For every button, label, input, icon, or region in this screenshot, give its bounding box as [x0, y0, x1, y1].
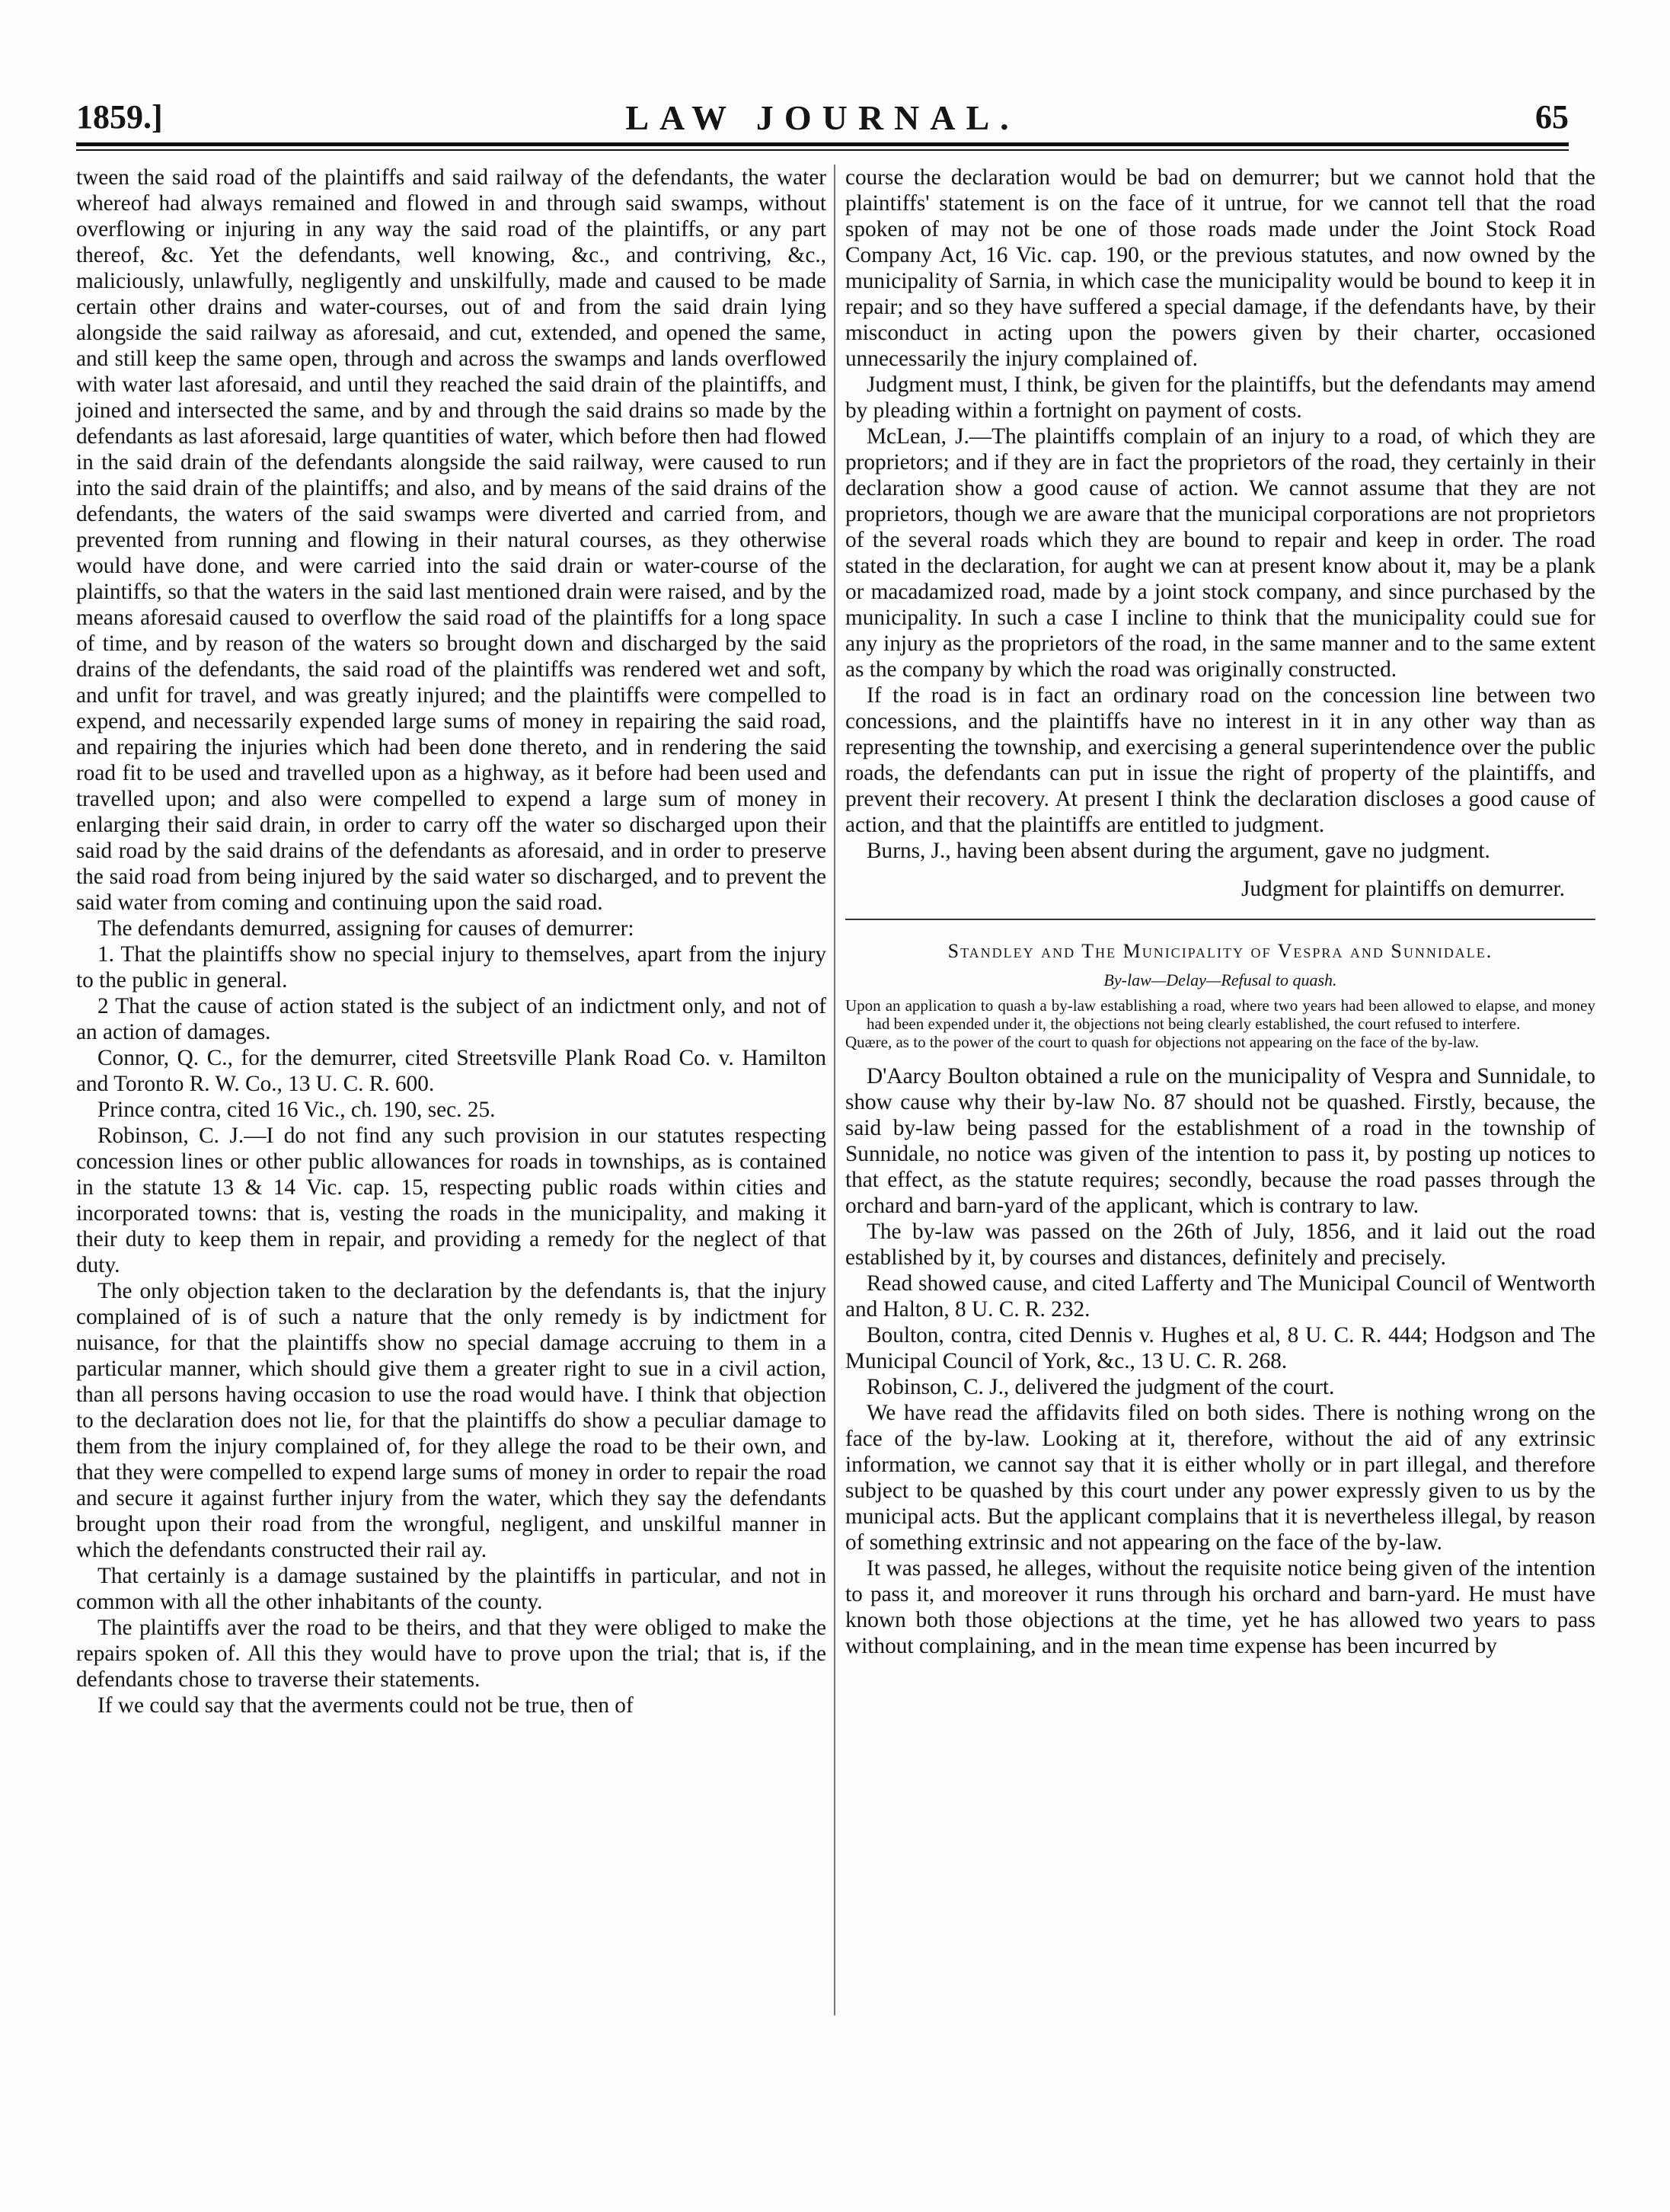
paragraph: If we could say that the averments could not be true, then of — [97, 1693, 634, 1718]
paragraph: McLean, J.—The plaintiffs complain of an injury to a road, of which they are proprietors; and if they are in fact the proprietors of the road, they certainly in their declaration show a good cause of action. We cannot assume that they are not proprietors, though we are aware that the municipal corporations are not proprietors of the several roads which they are bound to repair and keep in order. The road stated in the declaration, for aught we can at present know about it, may be a plank or macadamized road, made by a joint stock company, and since purchased by the municipality. In such a case I incline to think that the municipality could sue for any injury as the proprietors of the road, in the same manner and to the same extent as the company by which the road was originally constructed. — [845, 424, 1595, 682]
paragraph: If the road is in fact an ordinary road on the concession line between two concessions, and the plaintiffs have no interest in it in any other way than as representing the township, and exercising a general superintendence over the public roads, the defendants can put in issue the right of property of the plaintiffs, and prevent their recovery. At present I think the declaration discloses a good cause of action, and that the plaintiffs are entitled to judgment. — [845, 683, 1595, 837]
paragraph: Judgment must, I think, be given for the plaintiffs, but the defendants may amend by pleading within a fortnight on payment of costs. — [845, 372, 1595, 423]
demurrer-cause-1: 1. That the plaintiffs show no special injury to themselves, apart from the injury to the public in general. — [76, 942, 826, 993]
page-header — [76, 91, 1569, 137]
journal-title: LAW JOURNAL. — [625, 98, 1020, 137]
verdict-line: Judgment for plaintiffs on demurrer. — [1241, 877, 1565, 901]
headnote-item: Quære, as to the power of the court to quash for objections not appearing on the face of the by-law. — [845, 1033, 1479, 1051]
case-separator — [845, 919, 1595, 920]
paragraph: The by-law was passed on the 26th of July, 1856, and it laid out the road established by it, by courses and distances, definitely and precisely. — [845, 1219, 1595, 1270]
paragraph: We have read the affidavits filed on both sides. There is nothing wrong on the face of the by-law. Looking at it, therefore, without the aid of any extrinsic information, we cannot say that it is either wholly or in part illegal, and therefore subject to be quashed by this court under any power expressly given to us by the municipal acts. But the applicant complains that it is nevertheless illegal, by reason of something extrinsic and not appearing on the face of the by-law. — [845, 1401, 1595, 1555]
column-divider — [834, 165, 835, 2015]
paragraph: Boulton, contra, cited Dennis v. Hughes et al, 8 U. C. R. 444; Hodgson and The Municipal Council of York, &c., 13 U. C. R. 268. — [845, 1323, 1595, 1373]
header-year: 1859.] — [76, 98, 163, 136]
case-title: Standley and The Municipality of Vespra and Sunnidale. — [947, 940, 1493, 962]
paragraph: Robinson, C. J., delivered the judgment of the court. — [867, 1375, 1335, 1399]
paragraph: The only objection taken to the declaration by the defendants is, that the injury complained of is of such a nature that the only remedy is by indictment for nuisance, for that the plaintiffs show no special damage accruing to them in a particular manner, which should give them a greater right to sue in a civil action, than all persons having occasion to use the road would have. I think that objection to the declaration does not lie, for that the plaintiffs do show a peculiar damage to them from the injury complained of, for they allege the road to be their own, and that they were compelled to expend large sums of money in order to repair the road and secure it against further injury from the water, which they say the defendants brought upon their road from the wrongful, negligent, and unskilful manner in which the defendants constructed their rail ay. — [76, 1279, 826, 1562]
header-rule-thick — [76, 142, 1569, 146]
paragraph: That certainly is a damage sustained by the plaintiffs in particular, and not in common with all the other inhabitants of the county. — [76, 1564, 826, 1614]
header-rule-thin — [76, 149, 1569, 151]
paragraph: Prince contra, cited 16 Vic., ch. 190, sec. 25. — [97, 1098, 496, 1122]
paragraph: tween the said road of the plaintiffs and said railway of the defendants, the water whereof had always remained and flowed in and through said swamps, without overflowing or injuring in any way the said road of the plaintiffs, or any part thereof, &c. Yet the defendants, well knowing, &c., and contriving, &c., maliciously, unlawfully, negligently and unskilfully, made and caused to be made certain other drains and water-courses, out of and from the said drain lying alongside the said railway as aforesaid, and cut, extended, and opened the same, and still keep the same open, through and across the swamps and lands overflowed with water last aforesaid, and until they reached the said drain of the plaintiffs, and joined and intersected the same, and by and through the said drains so made by the defendants as last aforesaid, large quantities of water, which before then had flowed in the said drain of the defendants alongside the said railway, were caused to run into the said drain of the plaintiffs; and also, and by means of the said drains of the defendants, the waters of the said swamps were diverted and carried from, and prevented from running and flowing in their natural courses, as they otherwise would have done, and were carried into the said drain or water-course of the plaintiffs, so that the waters in the said last mentioned drain were raised, and by the means aforesaid caused to overflow the said road of the plaintiffs for a long space of time, and by reason of the waters so brought down and discharged by the said drains of the defendants, the said road of the plaintiffs was rendered wet and soft, and unfit for travel, and was greatly injured; and the plaintiffs were compelled to expend, and necessarily expended large sums of money in repairing the said road, and repairing the injuries which had been done thereto, and in rendering the said road fit to be used and travelled upon as a highway, as it before had been used and travelled upon; and also were compelled to expend a large sum of money in enlarging their said drain, in order to carry off the water so discharged upon their said road by the said drains of the defendants as aforesaid, and in order to preserve the said road from being injured by the said water so discharged, and to prevent the said water from coming and continuing upon the said road. — [76, 165, 826, 915]
paragraph: Read showed cause, and cited Lafferty and The Municipal Council of Wentworth and Halton, 8 U. C. R. 232. — [845, 1271, 1595, 1322]
paragraph: The defendants demurred, assigning for causes of demurrer: — [97, 916, 634, 941]
paragraph: D'Aarcy Boulton obtained a rule on the municipality of Vespra and Sunnidale, to show cause why their by-law No. 87 should not be quashed. Firstly, because, the said by-law being passed for the establishment of a road in the township of Sunnidale, no notice was given of the intention to pass it, by posting up notices to that effect, as the statute requires; secondly, because the road passes through the orchard and barn-yard of the applicant, which is contrary to law. — [845, 1064, 1595, 1218]
paragraph: The plaintiffs aver the road to be theirs, and that they were obliged to make the repairs spoken of. All this they would have to prove upon the trial; that is, if the defendants chose to traverse their statements. — [76, 1616, 826, 1692]
headnote-title: By-law—Delay—Refusal to quash. — [1103, 970, 1337, 989]
page-number: 65 — [1535, 98, 1569, 136]
paragraph: Burns, J., having been absent during the argument, gave no judgment. — [867, 839, 1490, 863]
paragraph: It was passed, he alleges, without the requisite notice being given of the intention to pass it, and moreover it runs through his orchard and barn-yard. He must have known both those objections at the time, yet he has allowed two years to pass without complaining, and in the mean time expense has been incurred by — [845, 1556, 1595, 1658]
paragraph: course the declaration would be bad on demurrer; but we cannot hold that the plaintiffs' statement is on the face of it untrue, for we cannot tell that the road spoken of may not be one of those roads made under the Joint Stock Road Company Act, 16 Vic. cap. 190, or the previous statutes, and now owned by the municipality of Sarnia, in which case the municipality would be bound to keep it in repair; and so they have suffered a special damage, if the defendants have, by their misconduct in acting upon the powers given by their charter, occasioned unnecessarily the injury complained of. — [845, 165, 1595, 371]
headnote-item: Upon an application to quash a by-law establishing a road, where two years had been allowed to elapse, and money had been expended under it, the objections not being clearly established, the court refused to interfere. — [845, 996, 1595, 1033]
demurrer-cause-2: 2 That the cause of action stated is the subject of an indictment only, and not of an action of damages. — [76, 994, 826, 1044]
paragraph: Connor, Q. C., for the demurrer, cited Streetsville Plank Road Co. v. Hamilton and Toronto R. W. Co., 13 U. C. R. 600. — [76, 1046, 826, 1096]
paragraph: Robinson, C. J.—I do not find any such provision in our statutes respecting concession lines or other public allowances for roads in townships, as is contained in the statute 13 & 14 Vic. cap. 15, respecting public roads within cities and incorporated towns: that is, vesting the roads in the municipality, and making it their duty to keep them in repair, and providing a remedy for the neglect of that duty. — [76, 1124, 826, 1277]
headnote — [845, 996, 1595, 1051]
right-column — [845, 165, 1595, 1659]
left-column — [76, 165, 826, 1718]
